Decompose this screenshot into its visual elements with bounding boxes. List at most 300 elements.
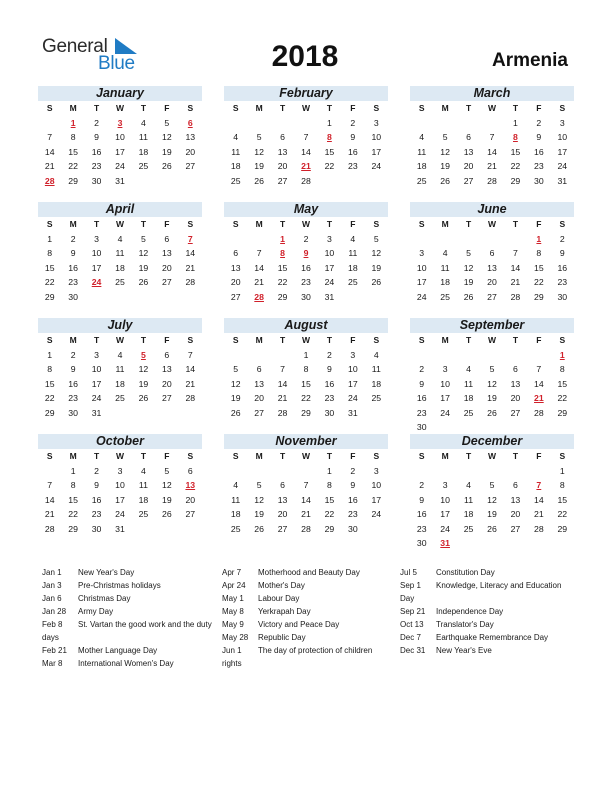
holiday-entry [400, 579, 570, 605]
day: 26 [254, 523, 264, 534]
month-title: August [224, 318, 388, 333]
day: 3 [559, 117, 565, 128]
day: 6 [489, 248, 495, 258]
empty-cell [480, 348, 503, 363]
holiday-entry [42, 605, 212, 618]
day: 30 [324, 407, 335, 418]
day: 13 [510, 494, 521, 505]
holiday-name: Motherhood and Beauty Day [258, 568, 360, 577]
day: 5 [233, 364, 239, 374]
holiday-day: 5 [141, 349, 146, 360]
day: 13 [185, 132, 196, 142]
day: 28 [534, 523, 544, 534]
day: 11 [231, 146, 241, 157]
day: 31 [115, 175, 125, 186]
day: 15 [510, 146, 521, 157]
weekday-header: M [441, 219, 449, 229]
day: 4 [233, 480, 239, 490]
day: 30 [416, 538, 427, 548]
empty-cell [480, 232, 503, 247]
day: 14 [185, 364, 196, 374]
holiday-entry [222, 644, 392, 670]
day: 8 [327, 480, 332, 490]
day: 22 [44, 393, 55, 403]
holiday-entry [400, 618, 570, 631]
holiday-date: Jan 28 [42, 607, 67, 616]
day: 29 [44, 407, 55, 418]
day: 15 [277, 262, 288, 273]
day: 24 [371, 509, 382, 519]
day: 31 [348, 407, 358, 418]
day: 20 [254, 393, 264, 403]
day: 7 [303, 480, 309, 490]
day-grid [38, 449, 202, 536]
day: 9 [350, 132, 356, 142]
holiday-name: The day of protection of children rights [222, 646, 373, 668]
day: 25 [138, 509, 149, 519]
weekday-header: S [373, 103, 380, 113]
holiday-entry [222, 592, 392, 605]
weekday-header: W [115, 219, 124, 229]
day: 15 [557, 494, 568, 505]
day: 8 [303, 364, 309, 374]
day-grid [410, 101, 574, 188]
weekday-header: M [69, 451, 77, 461]
weekday-header: F [350, 103, 356, 113]
day: 29 [68, 523, 78, 534]
empty-cell [504, 464, 527, 479]
day: 19 [487, 509, 497, 519]
day: 7 [47, 480, 53, 490]
holiday-entry [400, 566, 570, 579]
day: 26 [440, 175, 450, 186]
day: 2 [327, 349, 332, 360]
day: 27 [487, 291, 497, 302]
holiday-date: May 1 [222, 594, 244, 603]
day: 23 [91, 161, 102, 171]
empty-cell [504, 348, 527, 363]
weekday-header: S [559, 451, 566, 461]
empty-cell [247, 464, 270, 479]
day: 15 [44, 262, 55, 273]
day: 15 [68, 146, 78, 157]
day: 17 [348, 378, 358, 389]
day: 10 [416, 262, 427, 273]
day-grid [38, 101, 202, 188]
holiday-date: Jul 5 [400, 568, 417, 577]
day: 28 [301, 175, 311, 186]
day: 6 [280, 132, 285, 142]
day: 13 [277, 146, 288, 157]
empty-cell [433, 464, 456, 479]
day: 2 [94, 117, 99, 128]
day: 15 [68, 494, 78, 505]
day: 10 [440, 378, 450, 389]
day: 28 [301, 523, 311, 534]
day: 27 [510, 523, 521, 534]
month-july [38, 318, 202, 420]
weekday-header: T [465, 451, 472, 461]
day: 11 [464, 378, 474, 389]
day: 22 [324, 161, 335, 171]
day: 16 [68, 262, 78, 273]
day: 25 [463, 407, 474, 418]
day-grid [224, 333, 388, 420]
holiday-name: Christmas Day [78, 594, 131, 603]
weekday-header: T [93, 335, 100, 345]
day: 12 [230, 378, 241, 389]
day: 7 [47, 132, 53, 142]
day: 14 [534, 378, 544, 389]
day: 4 [117, 233, 123, 244]
weekday-header: S [46, 103, 53, 113]
logo-word-blue: Blue [98, 53, 135, 74]
day-grid [224, 101, 388, 188]
day: 27 [230, 291, 241, 302]
day: 19 [254, 509, 264, 519]
holiday-name: Mother's Day [258, 581, 305, 590]
holiday-entry [222, 631, 392, 644]
day: 5 [141, 233, 146, 244]
holiday-date: Feb 21 [42, 646, 67, 655]
day: 13 [254, 378, 264, 389]
weekday-header: T [140, 451, 147, 461]
month-title: April [38, 202, 202, 217]
holiday-name: Independence Day [436, 607, 504, 616]
empty-cell [247, 232, 270, 247]
day: 18 [348, 262, 358, 273]
day: 20 [487, 277, 497, 287]
holiday-day: 1 [280, 233, 285, 244]
holiday-day: 9 [303, 248, 309, 258]
day: 16 [348, 146, 358, 157]
day: 9 [70, 248, 76, 258]
day: 25 [230, 523, 241, 534]
weekday-header: W [301, 451, 310, 461]
holiday-day: 8 [327, 132, 332, 142]
day: 4 [117, 349, 123, 360]
day: 28 [277, 407, 288, 418]
holiday-date: Dec 31 [400, 646, 426, 655]
weekday-header: W [301, 219, 310, 229]
day: 30 [301, 291, 311, 302]
empty-cell [457, 116, 480, 131]
month-february [224, 86, 388, 188]
day: 19 [254, 161, 264, 171]
day: 27 [162, 277, 172, 287]
day: 23 [557, 277, 568, 287]
day: 14 [44, 146, 55, 157]
day: 22 [510, 161, 521, 171]
day: 11 [138, 132, 148, 142]
day: 8 [559, 364, 565, 374]
day: 9 [536, 132, 542, 142]
day: 1 [47, 349, 53, 360]
day: 18 [230, 161, 241, 171]
day: 20 [162, 378, 172, 389]
holiday-entry [400, 605, 570, 618]
holiday-date: Jan 3 [42, 581, 62, 590]
holiday-day: 21 [534, 393, 544, 403]
holiday-column [400, 566, 570, 657]
day: 5 [489, 364, 495, 374]
day: 3 [94, 233, 99, 244]
day: 14 [487, 146, 497, 157]
month-december [410, 434, 574, 551]
holiday-day: 1 [559, 349, 565, 360]
holiday-name: New Year's Day [78, 568, 135, 577]
weekday-header: S [418, 219, 425, 229]
empty-cell [410, 232, 433, 247]
empty-cell [247, 348, 270, 363]
weekday-header: S [418, 103, 425, 113]
day: 29 [324, 523, 335, 534]
day: 4 [373, 349, 379, 360]
day: 11 [348, 248, 358, 258]
day: 17 [91, 378, 102, 389]
day: 1 [47, 233, 53, 244]
day: 27 [162, 393, 172, 403]
weekday-header: M [441, 335, 449, 345]
weekday-header: T [140, 103, 147, 113]
weekday-header: T [279, 451, 286, 461]
weekday-header: T [279, 335, 286, 345]
day: 6 [164, 349, 170, 360]
holiday-name: Victory and Peace Day [258, 620, 340, 629]
day: 17 [371, 494, 382, 505]
holiday-name: Yerkrapah Day [258, 607, 311, 616]
day: 16 [91, 146, 102, 157]
weekday-header: S [373, 219, 380, 229]
day: 24 [440, 407, 450, 418]
day: 24 [416, 291, 427, 302]
day: 27 [463, 175, 474, 186]
day: 18 [115, 262, 125, 273]
day: 6 [233, 248, 239, 258]
day: 10 [371, 132, 382, 142]
day: 6 [466, 132, 471, 142]
weekday-header: T [326, 451, 333, 461]
weekday-header: T [465, 335, 472, 345]
holiday-day: 6 [187, 117, 193, 128]
weekday-header: S [418, 451, 425, 461]
day: 24 [557, 161, 568, 171]
weekday-header: M [255, 335, 263, 345]
holiday-date: Sep 21 [400, 607, 426, 616]
day: 1 [303, 349, 309, 360]
empty-cell [224, 116, 247, 131]
day: 22 [277, 277, 288, 287]
day: 25 [371, 393, 382, 403]
weekday-header: M [441, 451, 449, 461]
logo-triangle-icon [115, 38, 137, 54]
day: 18 [440, 277, 450, 287]
month-march [410, 86, 574, 188]
day: 4 [466, 480, 471, 490]
weekday-header: F [164, 103, 170, 113]
month-title: May [224, 202, 388, 217]
day: 8 [47, 248, 53, 258]
day: 25 [115, 393, 125, 403]
day: 21 [44, 509, 55, 519]
weekday-header: T [93, 103, 100, 113]
day: 19 [463, 277, 474, 287]
day: 4 [350, 233, 356, 244]
day: 1 [327, 465, 332, 476]
holiday-day: 1 [70, 117, 76, 128]
day: 9 [419, 494, 425, 505]
day: 20 [277, 509, 288, 519]
month-title: February [224, 86, 388, 101]
weekday-header: W [487, 335, 496, 345]
weekday-header: W [115, 103, 124, 113]
day: 26 [138, 277, 149, 287]
day: 25 [348, 277, 358, 287]
month-title: December [410, 434, 574, 449]
day: 1 [70, 465, 76, 476]
weekday-header: M [69, 335, 77, 345]
month-title: October [38, 434, 202, 449]
empty-cell [433, 348, 456, 363]
day: 25 [230, 175, 241, 186]
weekday-header: T [93, 219, 100, 229]
day: 27 [277, 523, 288, 534]
holiday-column [222, 566, 392, 670]
day: 14 [185, 248, 196, 258]
day: 23 [416, 407, 427, 418]
weekday-header: S [559, 219, 566, 229]
day: 21 [301, 509, 311, 519]
month-title: January [38, 86, 202, 101]
weekday-header: T [326, 219, 333, 229]
day: 21 [277, 393, 288, 403]
day: 11 [464, 494, 474, 505]
weekday-header: S [232, 335, 239, 345]
day: 12 [138, 248, 149, 258]
day: 8 [47, 364, 53, 374]
day: 19 [371, 262, 382, 273]
day: 23 [348, 509, 358, 519]
day: 9 [327, 364, 332, 374]
day: 29 [557, 407, 568, 418]
empty-cell [433, 116, 456, 131]
weekday-header: M [255, 451, 263, 461]
day: 5 [489, 480, 495, 490]
day: 23 [534, 161, 544, 171]
day: 19 [440, 161, 450, 171]
day: 30 [91, 523, 102, 534]
weekday-header: M [255, 103, 263, 113]
weekday-header: W [487, 103, 496, 113]
day: 29 [534, 291, 544, 302]
day: 7 [536, 364, 542, 374]
weekday-header: T [512, 335, 519, 345]
day: 15 [534, 262, 544, 273]
day: 18 [416, 161, 427, 171]
day: 17 [557, 146, 568, 157]
day: 29 [510, 175, 521, 186]
month-title: November [224, 434, 388, 449]
day: 15 [557, 378, 568, 389]
day: 18 [138, 146, 149, 157]
day: 18 [371, 378, 382, 389]
month-october [38, 434, 202, 536]
weekday-header: S [232, 103, 239, 113]
day: 13 [277, 494, 288, 505]
day: 6 [187, 465, 193, 476]
day: 29 [44, 291, 55, 302]
empty-cell [457, 232, 480, 247]
day: 28 [185, 393, 196, 403]
holiday-day: 31 [440, 538, 450, 548]
day: 2 [350, 117, 356, 128]
day: 8 [70, 480, 76, 490]
day: 28 [534, 407, 544, 418]
holiday-entry [400, 644, 570, 657]
weekday-header: F [536, 451, 542, 461]
holiday-day: 7 [536, 480, 542, 490]
day: 17 [440, 393, 450, 403]
day: 18 [463, 509, 474, 519]
day: 26 [230, 407, 241, 418]
empty-cell [433, 232, 456, 247]
day: 3 [327, 233, 332, 244]
day: 13 [463, 146, 474, 157]
weekday-header: S [559, 335, 566, 345]
holiday-date: Mar 8 [42, 659, 63, 668]
weekday-header: F [164, 451, 170, 461]
holiday-column [42, 566, 212, 670]
day: 11 [231, 494, 241, 505]
day: 4 [233, 132, 239, 142]
day: 3 [442, 480, 448, 490]
weekday-header: F [350, 451, 356, 461]
weekday-header: S [418, 335, 425, 345]
holiday-entry [42, 592, 212, 605]
day: 9 [350, 480, 356, 490]
day: 21 [534, 509, 544, 519]
day: 28 [185, 277, 196, 287]
weekday-header: M [69, 219, 77, 229]
day: 26 [371, 277, 382, 287]
day: 11 [440, 262, 450, 273]
holiday-day: 13 [185, 480, 196, 490]
holiday-date: Dec 7 [400, 633, 421, 642]
day: 23 [68, 277, 78, 287]
day: 19 [162, 146, 172, 157]
day: 26 [487, 407, 497, 418]
day: 2 [350, 465, 356, 476]
day-grid [410, 217, 574, 304]
day: 9 [559, 248, 565, 258]
holiday-entry [42, 618, 212, 644]
day: 21 [510, 277, 521, 287]
day: 12 [487, 378, 497, 389]
day: 26 [162, 161, 172, 171]
weekday-header: T [279, 219, 286, 229]
day: 22 [557, 509, 568, 519]
day: 25 [416, 175, 427, 186]
day: 12 [162, 480, 172, 490]
day: 25 [440, 291, 450, 302]
weekday-header: S [187, 451, 194, 461]
holiday-name: St. Vartan the good work and the duty days [42, 620, 212, 642]
month-november [224, 434, 388, 536]
day: 20 [185, 146, 196, 157]
day: 5 [164, 117, 170, 128]
day: 3 [373, 117, 379, 128]
weekday-header: M [441, 103, 449, 113]
